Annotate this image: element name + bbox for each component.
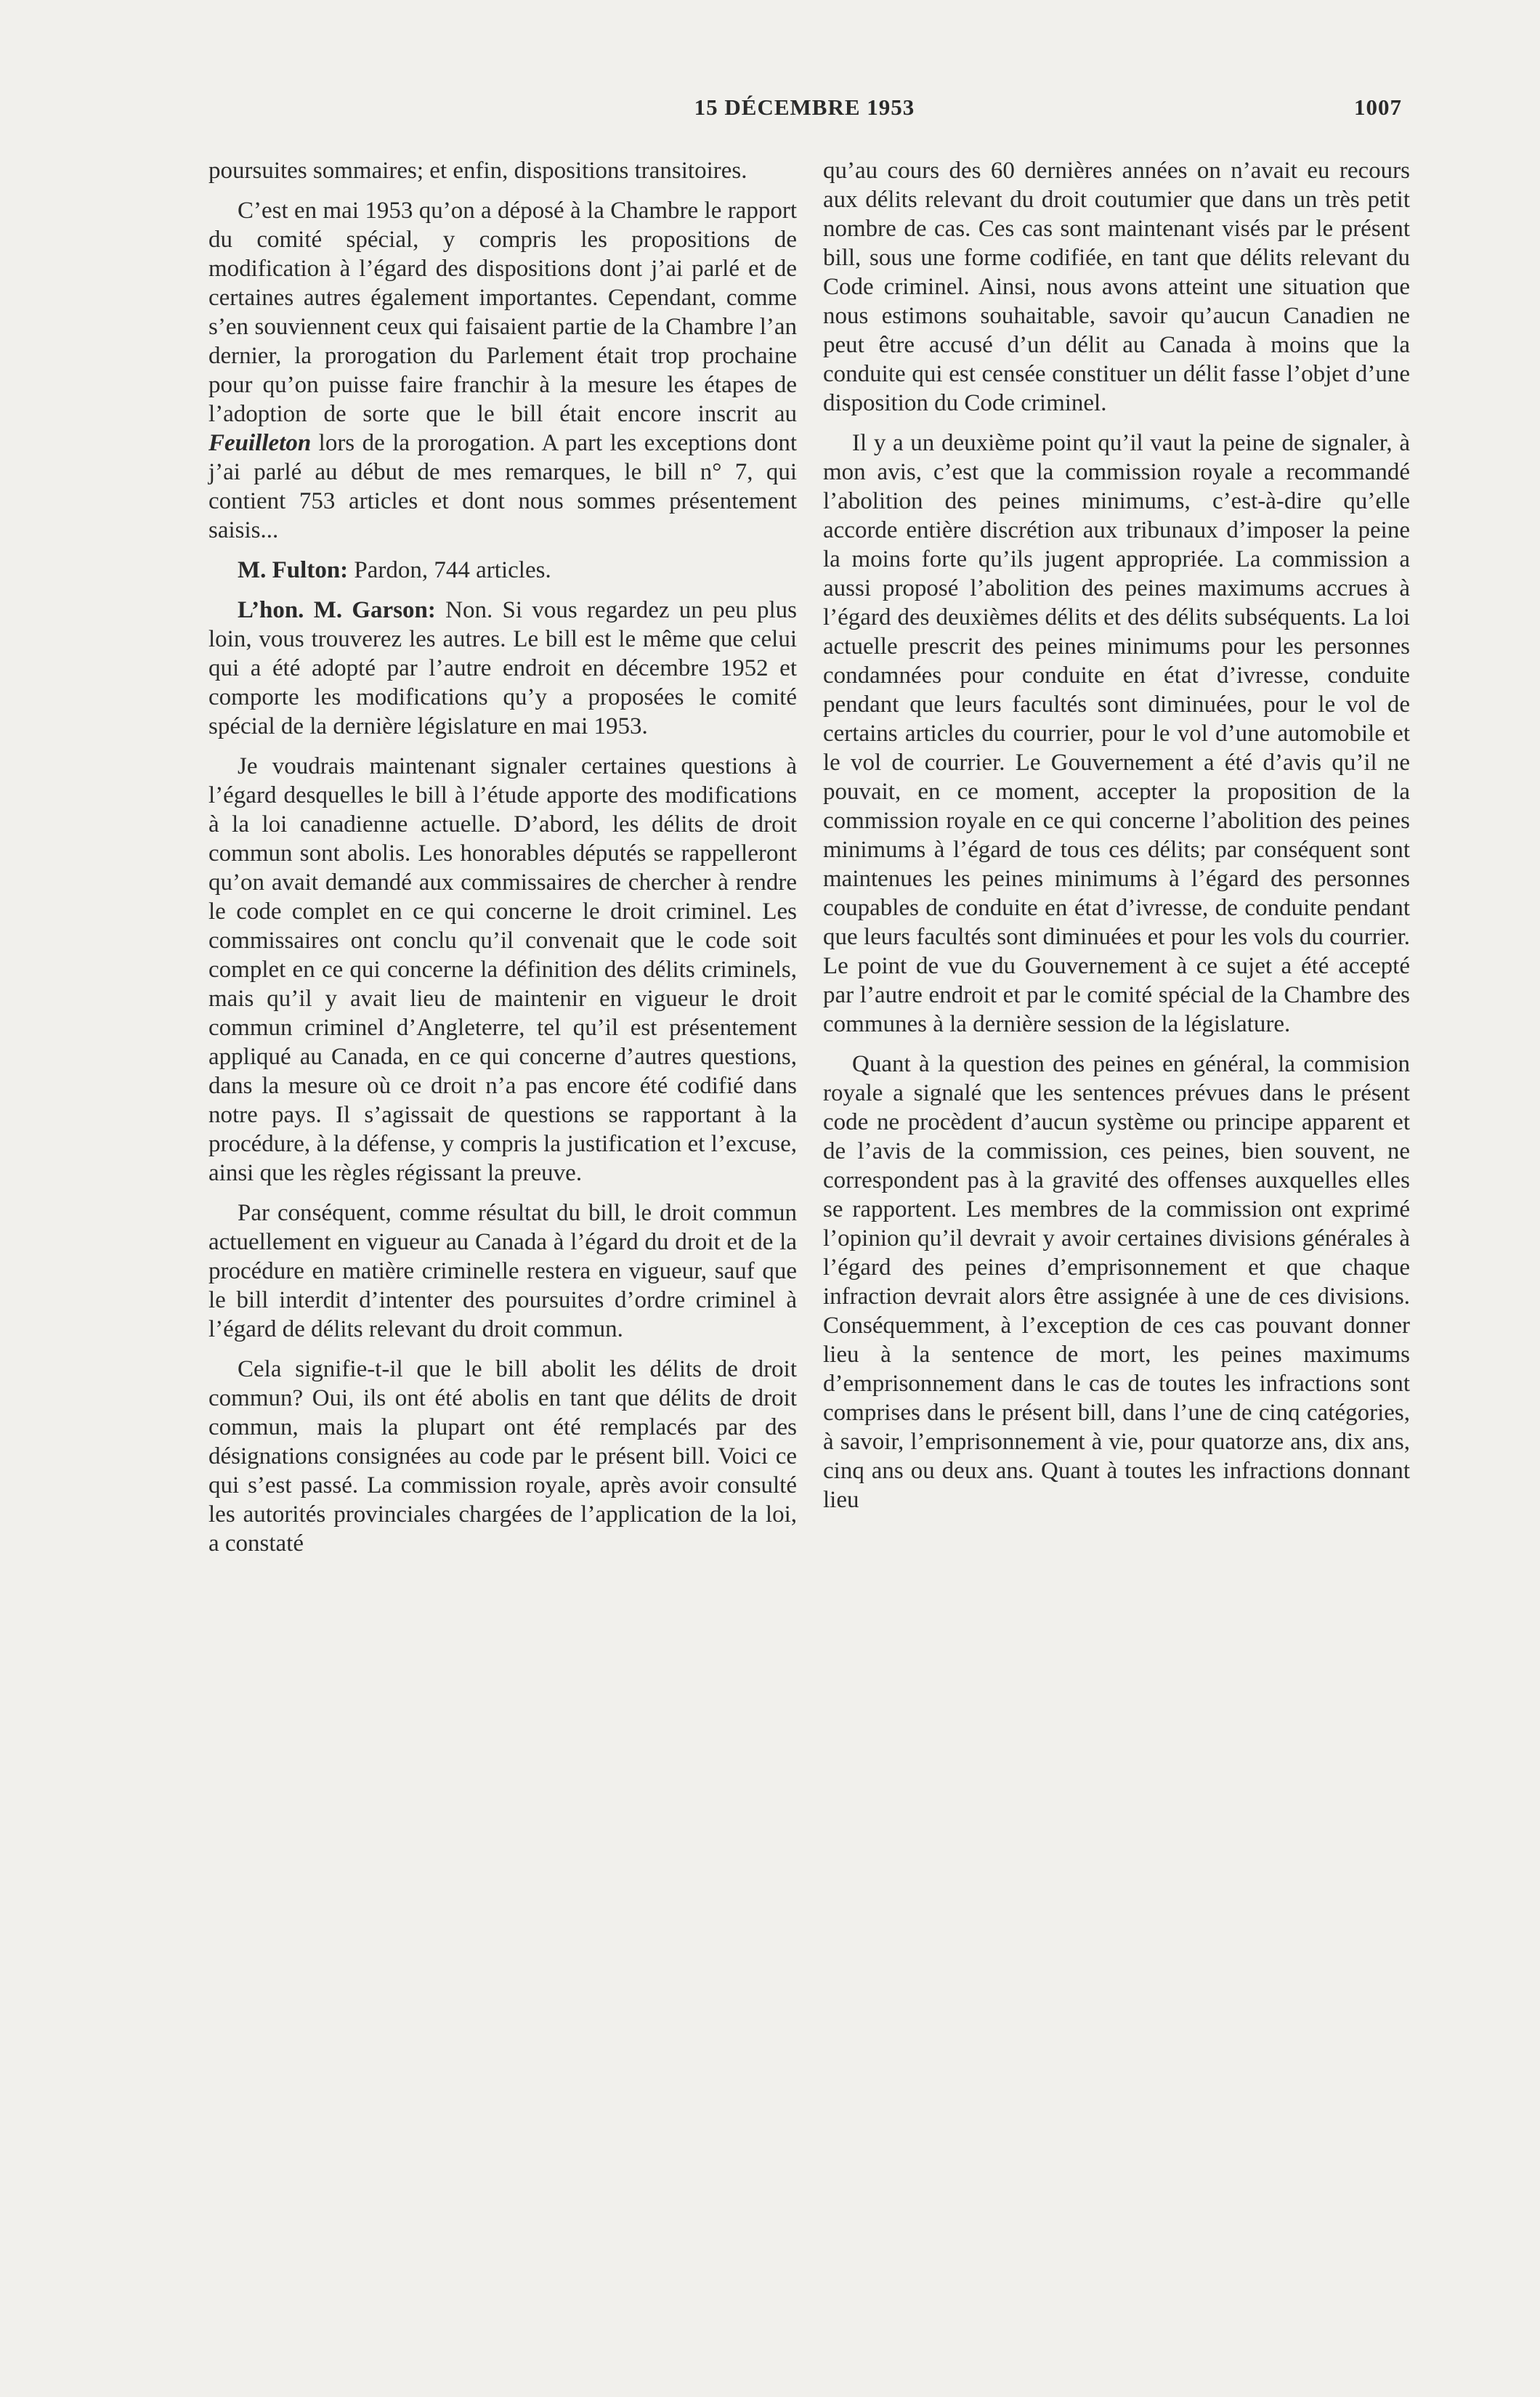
paragraph: Quant à la question des peines en général, la commision royale a signalé que les sentences prévues dans le présent code ne procèdent d’aucun système ou principe apparent et de l’avis de la commission, ces peines, bien souvent, ne correspondent pas à la gravité des offenses auxquelles elles se rapportent. Les membres de la commission ont exprimé l’opinion qu’il devrait y avoir certaines divisions générales à l’égard des peines d’emprisonnement et que chaque infraction devrait alors être assignée à une de ces divisions. Conséquemment, à l’exception de ces cas pouvant donner lieu à la sentence de mort, les peines maximums d’emprisonnement dans le cas de toutes les infractions sont comprises dans le présent bill, dans l’une de cinq catégories, à savoir, l’emprisonnement à vie, pour quatorze ans, dix ans, cinq ans ou deux ans. Quant à toutes les infractions donnant lieu	[823, 1051, 1410, 1513]
speaker-name: M. Fulton:	[238, 557, 349, 583]
paragraph: Je voudrais maintenant signaler certaines questions à l’égard desquelles le bill à l’étude apporte des modifications à la loi canadienne actuelle. D’abord, les délits de droit commun sont abolis. Les honorables députés se rappelleront qu’on avait demandé aux commissaires de chercher à rendre le code complet en ce qui concerne le droit criminel. Les commissaires ont conclu qu’il convenait que le code soit complet en ce qui concerne la définition des délits criminels, mais qu’il y avait lieu de maintenir en vigueur le droit commun criminel d’Angleterre, tel qu’il est présentement appliqué au Canada, en ce qui concerne d’autres questions, dans la mesure où ce droit n’a pas encore été codifié dans notre pays. Il s’agissait de questions se rapportant à la procédure, à la défense, y compris la justification et l’excuse, ainsi que les règles régissant la preuve.	[208, 753, 797, 1186]
italic-title: Feuilleton	[208, 430, 312, 456]
paragraph-text: C’est en mai 1953 qu’on a déposé à la Chambre le rapport du comité spécial, y compris les propositions de modification à l’égard des dispositions dont j’ai parlé et de certaines autres également importantes. Cependant, comme s’en souviennent ceux qui faisaient partie de la Chambre l’an dernier, la prorogation du Parlement était trop prochaine pour qu’on puisse faire franchir à la mesure les étapes de l’adoption de sorte que le bill était encore inscrit au	[208, 198, 797, 427]
speech-text: Pardon, 744 articles.	[348, 557, 551, 583]
page-header	[207, 94, 1402, 131]
paragraph	[208, 196, 797, 545]
header-date: 15 DÉCEMBRE 1953	[694, 94, 915, 120]
speech-text: Non. Si vous regardez un peu plus loin, vous trouverez les autres. Le bill est le même que celui qui a été adopté par l’autre endroit en décembre 1952 et comporte les modifications qu’y a proposées le comité spécial de la dernière législature en mai 1953.	[208, 597, 798, 739]
speech-paragraph	[208, 596, 797, 741]
paragraph-text: lors de la prorogation. A part les exceptions dont j’ai parlé au début de mes remarques, le bill n° 7, qui contient 753 articles et dont nous sommes présentement saisis...	[208, 430, 797, 543]
paragraph: Cela signifie-t-il que le bill abolit les délits de droit commun? Oui, ils ont été abolis en tant que délits de droit commun, mais la plupart ont été remplacés par des désignations consignées au code par le présent bill. Voici ce qui s’est passé. La commission royale, après avoir consulté les autorités provinciales chargées de l’application de la loi, a constaté	[208, 1356, 797, 1557]
paragraph: qu’au cours des 60 dernières années on n’avait eu recours aux délits relevant du droit coutumier que dans un très petit nombre de cas. Ces cas sont maintenant visés par le présent bill, sous une forme codifiée, en tant que délits relevant du Code criminel. Ainsi, nous avons atteint une situation que nous estimons souhaitable, savoir qu’aucun Canadien ne peut être accusé d’un délit au Canada à moins que la conduite qui est censée constituer un délit fasse l’objet d’une disposition du Code criminel.	[823, 158, 1410, 416]
paragraph: Il y a un deuxième point qu’il vaut la peine de signaler, à mon avis, c’est que la commission royale a recommandé l’abolition des peines minimums, c’est-à-dire qu’elle accorde entière discrétion aux tribunaux d’imposer la peine la moins forte qu’ils jugent appropriée. La commission a aussi proposé l’abolition des peines maximums accrues à l’égard des deuxièmes délits et des délits subséquents. La loi actuelle prescrit des peines minimums pour les personnes condamnées pour conduite en état d’ivresse, conduite pendant que leurs facultés sont diminuées, pour le vol de certains articles du courrier, pour le vol d’une automobile et le vol de courrier. Le Gouvernement a été d’avis qu’il ne pouvait, en ce moment, accepter la proposition de la commission royale en ce qui concerne l’abolition des peines minimums à l’égard de tous ces délits; par conséquent sont maintenues les peines minimums à l’égard des personnes coupables de conduite en état d’ivresse, de conduite pendant que leurs facultés sont diminuées et pour les vols du courrier. Le point de vue du Gouvernement à ce sujet a été accepté par l’autre endroit et par le comité spécial de la Chambre des communes à la dernière session de la législature.	[823, 430, 1410, 1037]
speech-paragraph	[208, 556, 797, 585]
right-column	[823, 156, 1410, 1525]
paragraph: poursuites sommaires; et enfin, dispositions transitoires.	[208, 158, 747, 184]
page-number: 1007	[1354, 94, 1402, 120]
speaker-name: L’hon. M. Garson:	[238, 597, 436, 623]
left-column	[208, 156, 797, 1569]
paragraph: Par conséquent, comme résultat du bill, le droit commun actuellement en vigueur au Canada à l’égard du droit et de la procédure en matière criminelle restera en vigueur, sauf que le bill interdit d’intenter des poursuites d’ordre criminel à l’égard de délits relevant du droit commun.	[208, 1200, 797, 1342]
